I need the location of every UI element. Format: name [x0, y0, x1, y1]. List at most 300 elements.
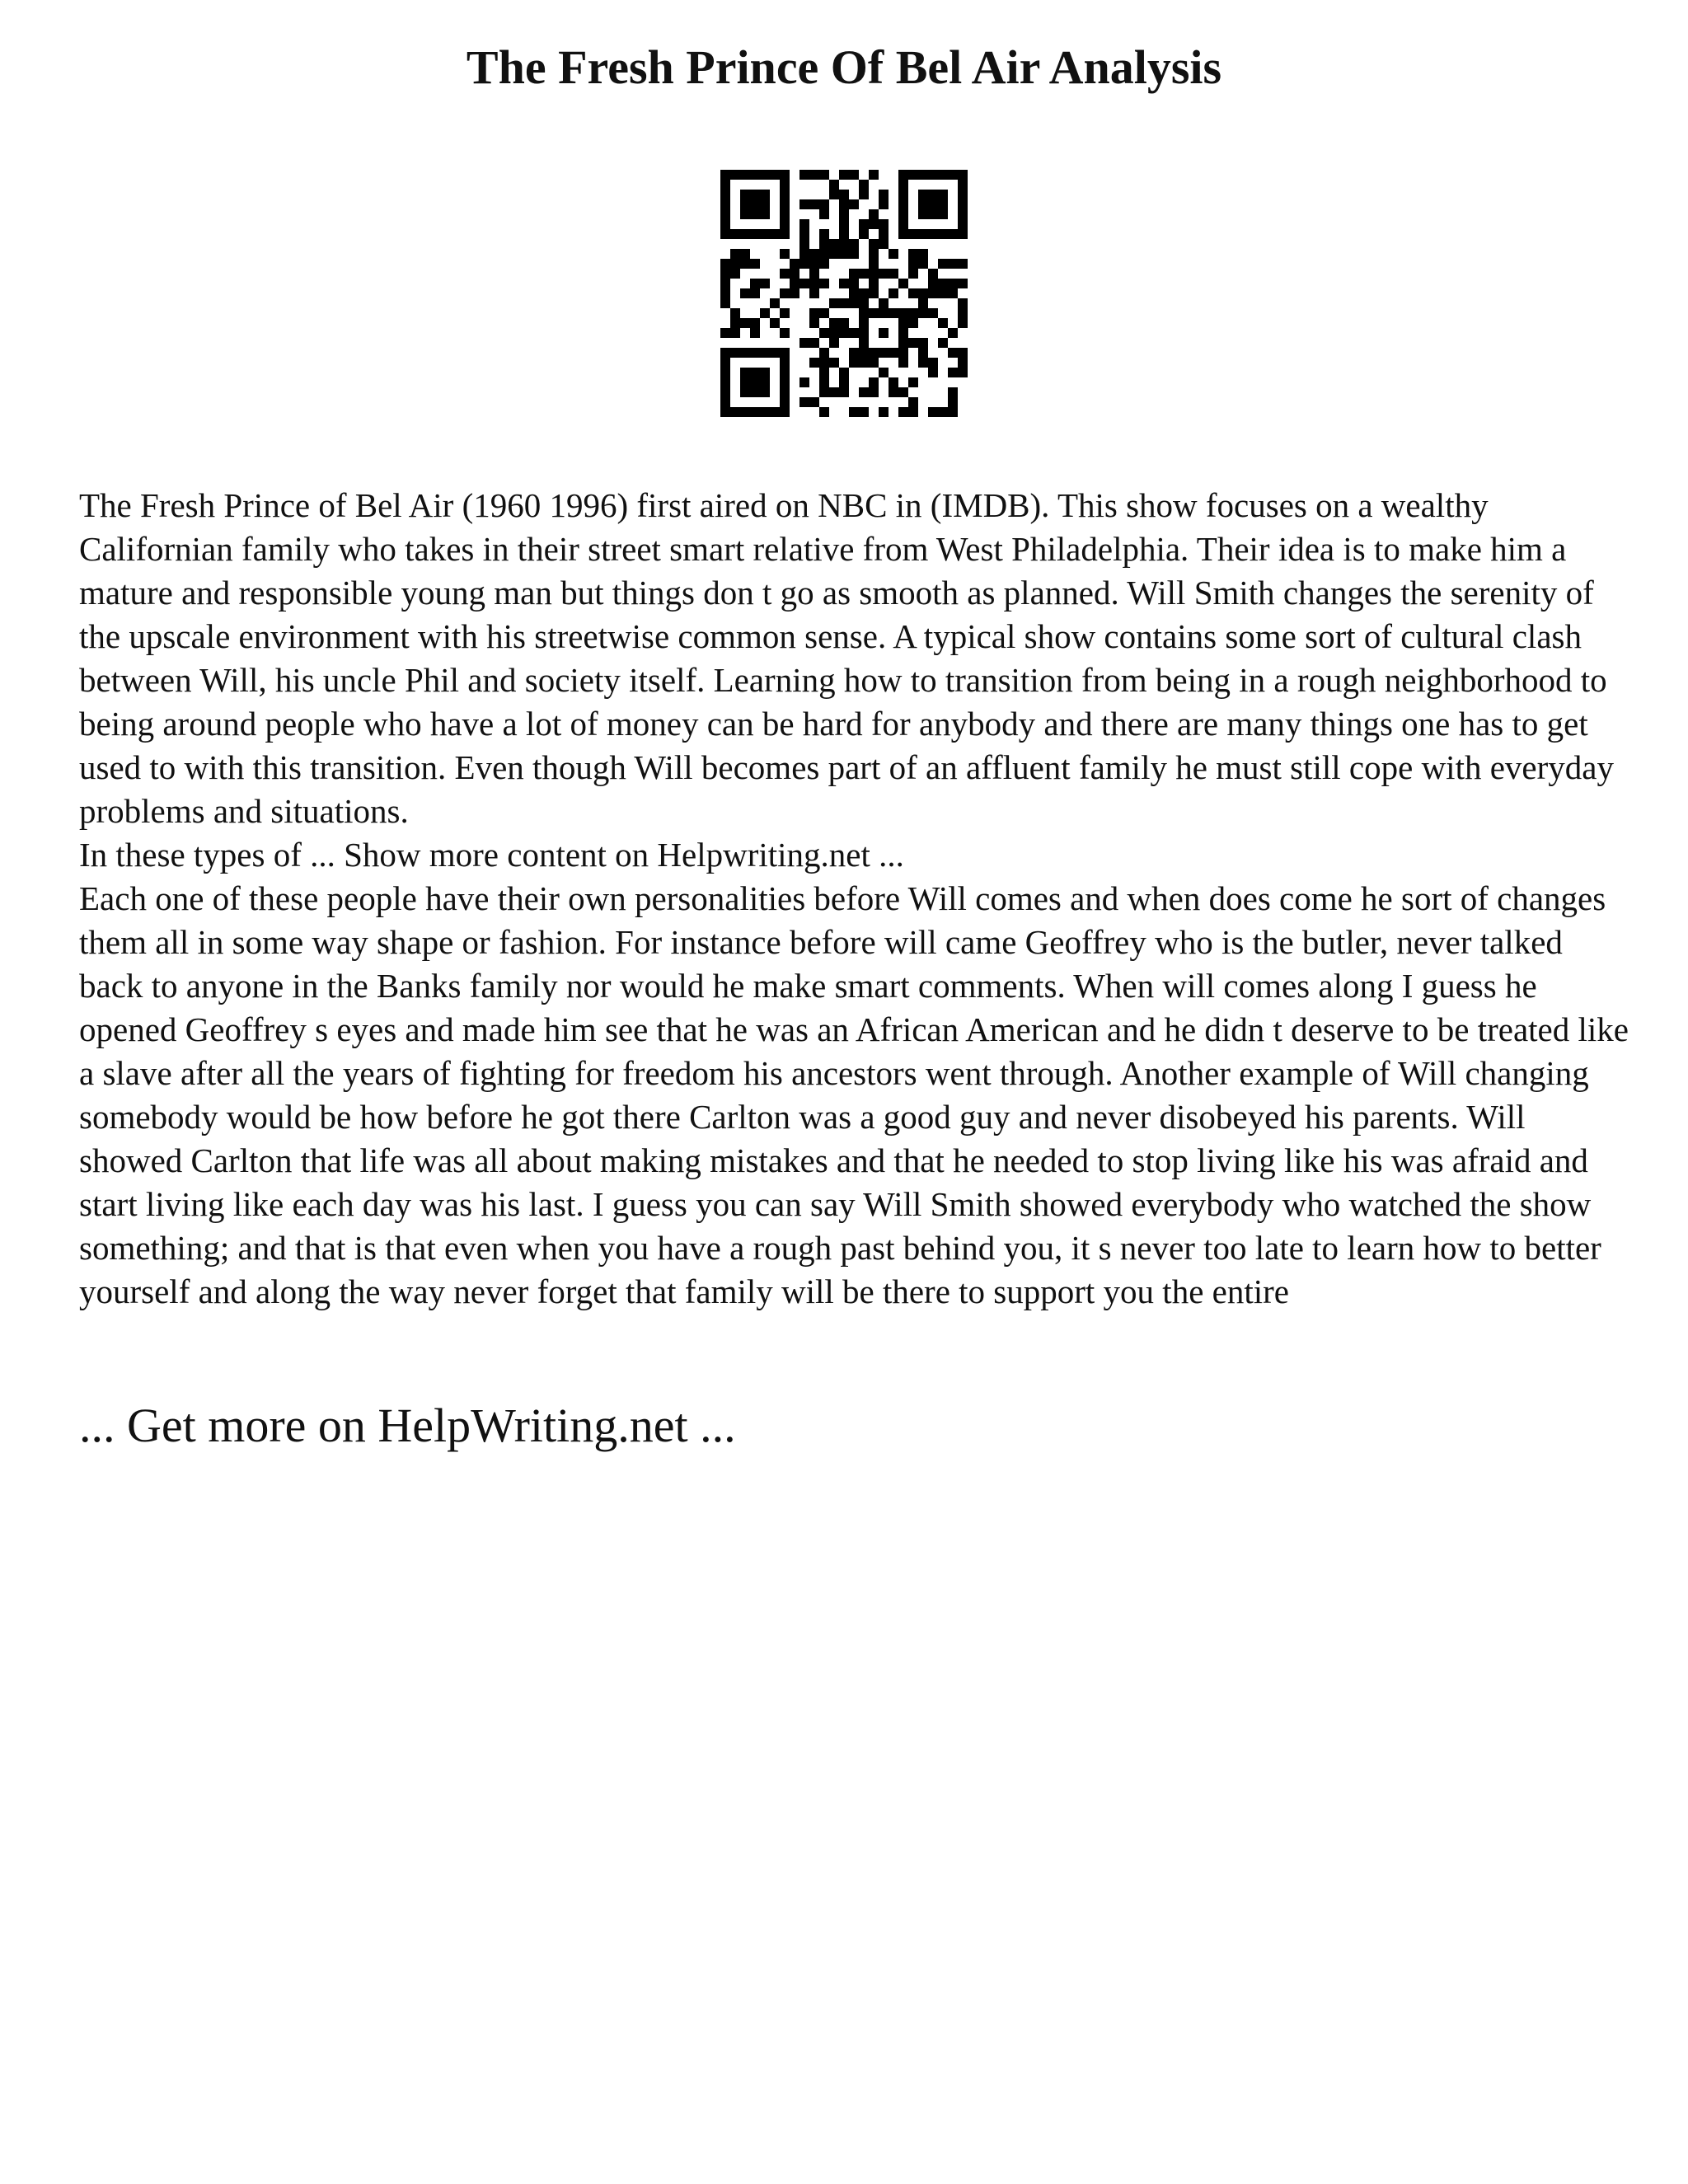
qr-module [790, 279, 799, 288]
qr-module [720, 377, 730, 387]
qr-module [720, 219, 730, 229]
qr-module [829, 318, 839, 328]
qr-module [938, 199, 948, 209]
qr-module [938, 259, 948, 269]
qr-module [819, 387, 829, 397]
qr-module [829, 298, 839, 308]
qr-module [839, 170, 849, 180]
qr-module [770, 318, 780, 328]
qr-module [839, 199, 849, 209]
qr-module [938, 407, 948, 417]
qr-module [859, 219, 869, 229]
qr-module [780, 387, 790, 397]
qr-module [780, 269, 790, 279]
qr-module [908, 269, 918, 279]
qr-module [740, 348, 750, 358]
qr-module [809, 358, 819, 368]
qr-module [829, 358, 839, 368]
qr-module [750, 377, 760, 387]
show-more-line: In these types of ... Show more content on Helpwriting.net ... [79, 836, 904, 874]
qr-module [859, 348, 869, 358]
qr-module [958, 308, 968, 318]
qr-module [958, 348, 968, 358]
qr-module [859, 298, 869, 308]
qr-module [958, 259, 968, 269]
qr-module [948, 229, 958, 239]
qr-module [720, 298, 730, 308]
qr-module [938, 229, 948, 239]
qr-module [869, 239, 879, 249]
qr-module [799, 259, 809, 269]
qr-module [898, 338, 908, 348]
qr-module [799, 229, 809, 239]
qr-module [839, 229, 849, 239]
qr-module [849, 358, 859, 368]
qr-module [938, 190, 948, 199]
qr-module [760, 368, 770, 377]
qr-module [829, 239, 839, 249]
qr-module [780, 358, 790, 368]
qr-module [879, 368, 889, 377]
qr-module [908, 377, 918, 387]
qr-module [730, 170, 740, 180]
get-more-link[interactable]: ... Get more on HelpWriting.net ... [79, 1399, 736, 1452]
page-title: The Fresh Prince Of Bel Air Analysis [466, 40, 1222, 94]
qr-module [849, 279, 859, 288]
qr-module [839, 239, 849, 249]
qr-module [770, 298, 780, 308]
qr-module [720, 328, 730, 338]
qr-module [799, 239, 809, 249]
qr-module [809, 279, 819, 288]
qr-module [730, 318, 740, 328]
qr-module [720, 259, 730, 269]
qr-module [799, 279, 809, 288]
qr-module [730, 308, 740, 318]
qr-module [928, 229, 938, 239]
qr-module [908, 397, 918, 407]
qr-module [750, 328, 760, 338]
qr-module [799, 219, 809, 229]
qr-module [918, 199, 928, 209]
qr-module [928, 190, 938, 199]
qr-module [809, 170, 819, 180]
qr-module [948, 328, 958, 338]
qr-module [750, 229, 760, 239]
qr-module [839, 387, 849, 397]
qr-module [849, 199, 859, 209]
qr-module [918, 338, 928, 348]
qr-module [938, 338, 948, 348]
qr-module [730, 407, 740, 417]
qr-module [760, 229, 770, 239]
qr-module [819, 368, 829, 377]
qr-module [908, 170, 918, 180]
qr-module [740, 368, 750, 377]
qr-module [898, 219, 908, 229]
qr-module [799, 397, 809, 407]
qr-module [859, 328, 869, 338]
qr-module [720, 279, 730, 288]
qr-module [849, 348, 859, 358]
qr-module [770, 348, 780, 358]
qr-module [869, 269, 879, 279]
qr-module [799, 338, 809, 348]
qr-module [720, 229, 730, 239]
qr-module [869, 209, 879, 219]
qr-module [829, 249, 839, 259]
qr-module [730, 348, 740, 358]
qr-module [958, 199, 968, 209]
qr-module [928, 407, 938, 417]
qr-module [839, 328, 849, 338]
qr-module [760, 209, 770, 219]
qr-module [819, 259, 829, 269]
qr-module [740, 259, 750, 269]
qr-module [730, 249, 740, 259]
qr-module [819, 348, 829, 358]
qr-module [869, 249, 879, 259]
qr-module [770, 407, 780, 417]
qr-module [918, 170, 928, 180]
qr-module [879, 239, 889, 249]
qr-module [918, 259, 928, 269]
qr-module [839, 368, 849, 377]
qr-module [898, 199, 908, 209]
qr-module [839, 190, 849, 199]
qr-module [799, 249, 809, 259]
qr-module [879, 328, 889, 338]
qr-module [879, 269, 889, 279]
qr-module [819, 377, 829, 387]
qr-module [889, 249, 898, 259]
qr-module [908, 288, 918, 298]
qr-module [730, 229, 740, 239]
qr-module [819, 249, 829, 259]
qr-module [898, 348, 908, 358]
qr-module [908, 249, 918, 259]
qr-module [869, 288, 879, 298]
qr-module [879, 308, 889, 318]
qr-module [829, 338, 839, 348]
qr-module [869, 358, 879, 368]
qr-module [839, 249, 849, 259]
qr-module [780, 308, 790, 318]
qr-module [839, 279, 849, 288]
qr-module [780, 407, 790, 417]
qr-module [928, 269, 938, 279]
qr-module [859, 269, 869, 279]
qr-module [809, 259, 819, 269]
qr-module [898, 209, 908, 219]
qr-module [859, 338, 869, 348]
qr-module [740, 387, 750, 397]
qr-module [750, 407, 760, 417]
qr-module [720, 387, 730, 397]
qr-module [958, 279, 968, 288]
qr-module [938, 209, 948, 219]
qr-module [958, 318, 968, 328]
qr-module [720, 180, 730, 190]
qr-module [948, 170, 958, 180]
qr-module [809, 269, 819, 279]
qr-module [849, 170, 859, 180]
qr-module [898, 407, 908, 417]
qr-module [780, 368, 790, 377]
qr-module [809, 338, 819, 348]
qr-module [958, 180, 968, 190]
qr-module [760, 387, 770, 397]
qr-module [898, 190, 908, 199]
qr-module [889, 269, 898, 279]
qr-module [760, 308, 770, 318]
qr-module [750, 348, 760, 358]
qr-module [819, 328, 829, 338]
qr-module [809, 308, 819, 318]
qr-module [780, 348, 790, 358]
qr-module [780, 397, 790, 407]
qr-module [879, 219, 889, 229]
qr-module [790, 269, 799, 279]
qr-code-graphic [720, 170, 968, 417]
qr-module [790, 259, 799, 269]
qr-module [740, 199, 750, 209]
qr-module [898, 387, 908, 397]
qr-module [889, 308, 898, 318]
qr-module [859, 229, 869, 239]
qr-module [958, 170, 968, 180]
qr-module [928, 209, 938, 219]
qr-module [859, 190, 869, 199]
qr-module [819, 209, 829, 219]
qr-module [740, 229, 750, 239]
qr-module [829, 328, 839, 338]
qr-module [928, 199, 938, 209]
qr-module [918, 348, 928, 358]
qr-module [799, 377, 809, 387]
qr-module [879, 199, 889, 209]
qr-module [859, 387, 869, 397]
qr-module [839, 377, 849, 387]
qr-module [869, 377, 879, 387]
qr-module [918, 209, 928, 219]
qr-module [879, 407, 889, 417]
qr-module [869, 279, 879, 288]
qr-module [740, 209, 750, 219]
qr-module [918, 229, 928, 239]
qr-module [819, 229, 829, 239]
qr-module [839, 209, 849, 219]
qr-module [760, 348, 770, 358]
qr-module [730, 269, 740, 279]
qr-module [819, 407, 829, 417]
qr-module [750, 190, 760, 199]
qr-module [898, 318, 908, 328]
qr-module [859, 318, 869, 328]
qr-module [958, 219, 968, 229]
qr-module [829, 190, 839, 199]
qr-module [760, 170, 770, 180]
qr-module [819, 170, 829, 180]
qr-module [869, 170, 879, 180]
qr-module [720, 368, 730, 377]
qr-module [908, 318, 918, 328]
qr-module [948, 288, 958, 298]
article-paragraph: The Fresh Prince of Bel Air (1960 1996) first aired on NBC in (IMDB). This show focuses on a wealthy Californian family who takes in their street smart relative from West Philadelphia. Their idea is to make him a mature and responsible young man but things don t go as smooth as planned. Will Smith changes the serenity of the upscale environment with his streetwise common sense. A typical show contains some sort of cultural clash between Will, his uncle Phil and society itself. Learning how to transition from being in a rough neighborhood to being around people who have a lot of money can be hard for anybody and there are many things one has to get used to with this transition. Even though Will becomes part of an affluent family he must still cope with everyday problems and situations. [79, 486, 1614, 830]
qr-module [829, 180, 839, 190]
qr-module [750, 199, 760, 209]
qr-module [750, 368, 760, 377]
qr-module [869, 348, 879, 358]
qr-module [780, 229, 790, 239]
qr-module [799, 170, 809, 180]
qr-module [849, 298, 859, 308]
qr-module [819, 199, 829, 209]
qr-module [928, 170, 938, 180]
qr-module [760, 407, 770, 417]
qr-module [908, 308, 918, 318]
qr-module [809, 199, 819, 209]
qr-module [958, 190, 968, 199]
qr-module [730, 328, 740, 338]
qr-module [948, 397, 958, 407]
qr-module [740, 288, 750, 298]
qr-module [740, 170, 750, 180]
qr-module [898, 170, 908, 180]
qr-module [720, 397, 730, 407]
qr-module [740, 318, 750, 328]
qr-module [849, 269, 859, 279]
qr-module [730, 259, 740, 269]
qr-module [839, 219, 849, 229]
qr-module [760, 377, 770, 387]
qr-module [918, 288, 928, 298]
qr-module [879, 190, 889, 199]
qr-module [869, 259, 879, 269]
qr-module [760, 279, 770, 288]
qr-module [859, 180, 869, 190]
qr-module [908, 229, 918, 239]
qr-module [750, 170, 760, 180]
qr-module [750, 259, 760, 269]
qr-module [908, 259, 918, 269]
qr-module [948, 348, 958, 358]
qr-module [720, 358, 730, 368]
qr-module [849, 239, 859, 249]
qr-module [780, 219, 790, 229]
qr-module [770, 229, 780, 239]
qr-module [839, 298, 849, 308]
qr-code-icon [720, 170, 968, 417]
qr-module [889, 377, 898, 387]
qr-module [918, 358, 928, 368]
qr-module [720, 170, 730, 180]
qr-module [859, 308, 869, 318]
qr-module [780, 249, 790, 259]
qr-module [908, 338, 918, 348]
qr-module [958, 358, 968, 368]
qr-module [859, 288, 869, 298]
qr-module [958, 298, 968, 308]
qr-module [938, 170, 948, 180]
qr-module [859, 407, 869, 417]
qr-module [809, 288, 819, 298]
qr-module [889, 387, 898, 397]
qr-module [799, 199, 809, 209]
qr-module [928, 308, 938, 318]
qr-module [720, 209, 730, 219]
qr-module [898, 229, 908, 239]
qr-module [720, 288, 730, 298]
qr-module [958, 368, 968, 377]
qr-module [819, 279, 829, 288]
qr-module [918, 298, 928, 308]
qr-module [809, 318, 819, 328]
qr-module [780, 328, 790, 338]
qr-module [849, 328, 859, 338]
qr-module [948, 368, 958, 377]
qr-module [869, 387, 879, 397]
qr-module [948, 407, 958, 417]
qr-module [750, 279, 760, 288]
qr-module [948, 387, 958, 397]
qr-module [780, 199, 790, 209]
qr-module [720, 190, 730, 199]
qr-module [918, 308, 928, 318]
qr-module [809, 249, 819, 259]
qr-module [750, 288, 760, 298]
qr-module [819, 308, 829, 318]
qr-module [889, 348, 898, 358]
qr-module [928, 288, 938, 298]
qr-module [790, 288, 799, 298]
qr-module [720, 269, 730, 279]
qr-module [948, 279, 958, 288]
qr-module [898, 180, 908, 190]
qr-module [849, 407, 859, 417]
qr-module [770, 170, 780, 180]
qr-module [889, 288, 898, 298]
qr-module [928, 358, 938, 368]
qr-module [760, 190, 770, 199]
qr-module [849, 249, 859, 259]
qr-module [740, 249, 750, 259]
qr-module [879, 348, 889, 358]
qr-module [898, 279, 908, 288]
qr-module [958, 209, 968, 219]
qr-module [869, 219, 879, 229]
qr-module [849, 288, 859, 298]
qr-module [720, 407, 730, 417]
qr-module [740, 377, 750, 387]
qr-module [780, 180, 790, 190]
qr-module [928, 279, 938, 288]
qr-module [819, 358, 829, 368]
article-body [79, 484, 1629, 1314]
qr-module [879, 229, 889, 239]
qr-module [879, 298, 889, 308]
qr-module [780, 288, 790, 298]
qr-module [780, 170, 790, 180]
qr-module [928, 368, 938, 377]
qr-module [780, 209, 790, 219]
qr-module [918, 190, 928, 199]
qr-module [750, 387, 760, 397]
qr-module [918, 249, 928, 259]
qr-module [938, 279, 948, 288]
qr-module [859, 358, 869, 368]
article-paragraph: Each one of these people have their own personalities before Will comes and when does come he sort of changes them all in some way shape or fashion. For instance before will came Geoffrey who is the butler, never talked back to anyone in the Banks family nor would he make smart comments. When will comes along I guess he opened Geoffrey s eyes and made him see that he was an African American and he didn t deserve to be treated like a slave after all the years of fighting for freedom his ancestors went through. Another example of Will changing somebody would be how before he got there Carlton was a good guy and never disobeyed his parents. Will showed Carlton that life was all about making mistakes and that he needed to stop living like his was afraid and start living like each day was his last. I guess you can say Will Smith showed everybody who watched the show something; and that is that even when you have a rough past behind you, it s never too late to learn how to better yourself and along the way never forget that family will be there to support you the entire [79, 879, 1629, 1310]
